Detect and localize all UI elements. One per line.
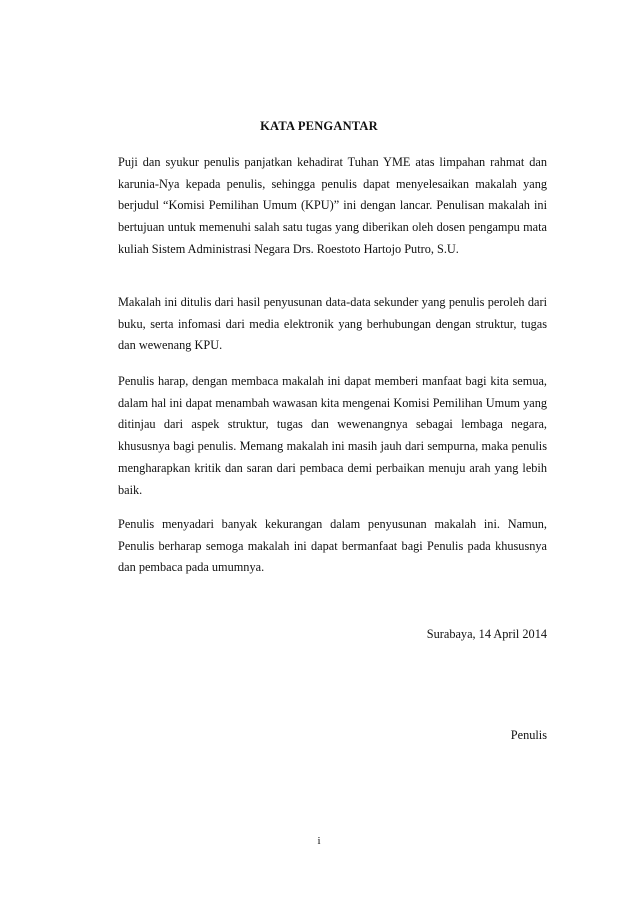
page-number: i <box>317 835 321 847</box>
page-title: KATA PENGANTAR <box>260 119 378 133</box>
paragraph-text: Penulis harap, dengan membaca makalah ini dapat memberi manfaat bagi kita semua, dalam hal ini dapat menambah wawasan kita mengenai Komisi Pemilihan Umum yang ditinjau dari aspek struktur, tugas dan wewenangnya sebagai lembaga negara, khususnya bagi penulis. Memang makalah ini masih jauh dari sempurna, maka penulis mengharapkan kritik dan saran dari pembaca demi perbaikan menuju arah yang lebih baik. <box>118 374 547 497</box>
paragraph-1 <box>118 152 547 261</box>
paragraph-3 <box>118 371 547 501</box>
paragraph-text: Puji dan syukur penulis panjatkan kehadirat Tuhan YME atas limpahan rahmat dan karunia-Nya kepada penulis, sehingga penulis dapat menyelesaikan makalah yang berjudul “Komisi Pemilihan Umum (KPU)” ini dengan lancar. Penulisan makalah ini bertujuan untuk memenuhi salah satu tugas yang diberikan oleh dosen pengampu mata kuliah Sistem Administrasi Negara Drs. Roestoto Hartojo Putro, S.U. <box>118 155 547 256</box>
paragraph-4 <box>118 514 547 579</box>
place-date: Surabaya, 14 April 2014 <box>426 627 547 641</box>
paragraph-text: Penulis menyadari banyak kekurangan dalam penyusunan makalah ini. Namun, Penulis berharap semoga makalah ini dapat bermanfaat bagi Penulis pada khususnya dan pembaca pada umumnya. <box>118 517 547 575</box>
paragraph-text: Makalah ini ditulis dari hasil penyusunan data-data sekunder yang penulis peroleh dari buku, serta infomasi dari media elektronik yang berhubungan dengan struktur, tugas dan wewenang KPU. <box>118 295 547 353</box>
paragraph-2 <box>118 292 547 357</box>
signatory: Penulis <box>510 728 547 742</box>
